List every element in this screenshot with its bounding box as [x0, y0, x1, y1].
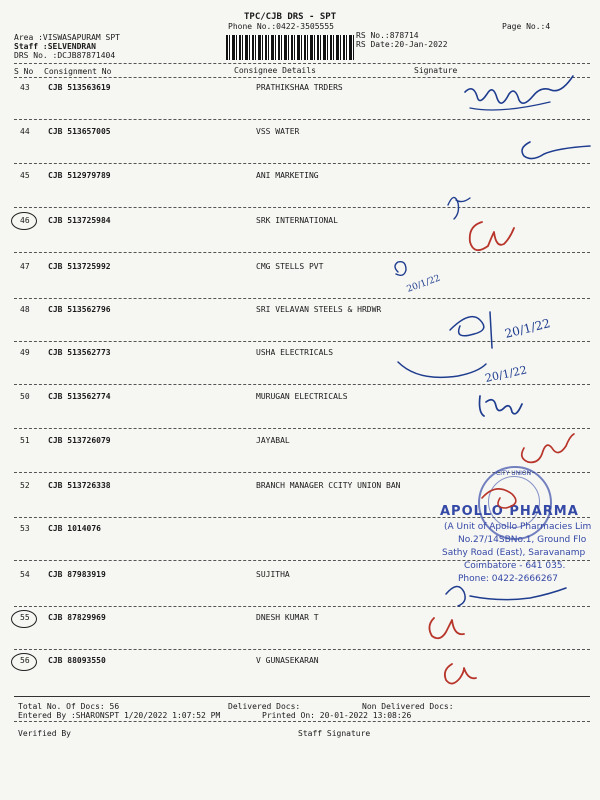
header-divider: [14, 63, 590, 64]
row-consignee: V GUNASEKARAN: [256, 656, 319, 665]
row-sno: 45: [20, 171, 30, 180]
row-consignment: CJB 513657005: [48, 127, 111, 136]
row-consignee: VSS WATER: [256, 127, 300, 136]
document-title: TPC/CJB DRS - SPT: [244, 12, 337, 22]
row-consignee: BRANCH MANAGER CCITY UNION BAN: [256, 481, 401, 490]
table-row: [0, 171, 600, 215]
barcode: [226, 35, 354, 60]
row-consignee: ANI MARKETING: [256, 171, 319, 180]
row-consignee: SRI VELAVAN STEELS & HRDWR: [256, 305, 382, 314]
col-header-consignment: Consignment No: [44, 67, 112, 76]
table-row: [0, 216, 600, 260]
non-delivered-docs: Non Delivered Docs:: [362, 702, 454, 711]
row-sno: 51: [20, 436, 30, 445]
row-divider: [14, 119, 590, 120]
stamp-seal-text: CITY UNION: [496, 470, 532, 477]
row-sno: 54: [20, 570, 30, 579]
row-consignment: CJB 513563619: [48, 83, 111, 92]
page-number: Page No.:4: [502, 22, 551, 31]
column-header-divider: [14, 77, 590, 78]
row-sno: 52: [20, 481, 30, 490]
entered-by: Entered By :SHARONSPT 1/20/2022 1:07:52 PM: [18, 711, 221, 720]
drs-number: DRS No. :DCJB87871404: [14, 51, 116, 60]
table-row: [0, 656, 600, 700]
row-consignee: SRK INTERNATIONAL: [256, 216, 338, 225]
row-consignment: CJB 512979789: [48, 171, 111, 180]
stamp-line-4: Coimbatore - 641 035.: [464, 561, 566, 571]
row-consignee: PRATHIKSHAA TRDERS: [256, 83, 343, 92]
stamp-line-5: Phone: 0422-2666267: [458, 574, 559, 584]
row-consignee: MURUGAN ELECTRICALS: [256, 392, 348, 401]
footer-divider: [14, 696, 590, 697]
col-header-consignee: Consignee Details: [234, 66, 316, 75]
staff-label: Staff :SELVENDRAN: [14, 42, 96, 51]
row-divider: [14, 606, 590, 607]
row-sno: 44: [20, 127, 30, 136]
verified-by: Verified By: [18, 729, 71, 738]
row-consignee: SUJITHA: [256, 570, 290, 579]
col-header-sno: S No: [14, 67, 34, 76]
row-consignee: DNESH KUMAR T: [256, 613, 319, 622]
delivered-docs: Delivered Docs:: [228, 702, 301, 711]
rs-number: RS No.:878714: [356, 31, 419, 40]
row-consignment: CJB 513726079: [48, 436, 111, 445]
stamp-line-1: (A Unit of Apollo Pharmacies Lim: [444, 522, 592, 532]
col-header-signature: Signature: [414, 66, 458, 75]
row-divider: [14, 207, 590, 208]
row-consignment: CJB 1014076: [48, 524, 101, 533]
handwritten-date-48: 20/1/22: [503, 316, 552, 341]
row-consignment: CJB 87829969: [48, 613, 106, 622]
row-sno: 53: [20, 524, 30, 533]
phone-number: Phone No.:0422-3505555: [228, 22, 334, 31]
staff-signature-label: Staff Signature: [298, 729, 371, 738]
row-sno: 46: [20, 216, 30, 225]
row-divider: [14, 163, 590, 164]
row-divider: [14, 341, 590, 342]
company-stamp: [428, 466, 600, 606]
table-row: [0, 127, 600, 171]
table-row: [0, 613, 600, 657]
row-consignment: CJB 87983919: [48, 570, 106, 579]
row-consignment: CJB 513562773: [48, 348, 111, 357]
total-docs: Total No. Of Docs: 56: [18, 702, 120, 711]
row-consignee: USHA ELECTRICALS: [256, 348, 334, 357]
row-consignment: CJB 513726338: [48, 481, 111, 490]
row-consignment: CJB 513562796: [48, 305, 111, 314]
row-consignment: CJB 513725984: [48, 216, 111, 225]
row-sno: 43: [20, 83, 30, 92]
handwritten-date-49: 20/1/22: [483, 363, 529, 385]
row-divider: [14, 252, 590, 253]
row-sno: 48: [20, 305, 30, 314]
table-row: [0, 83, 600, 127]
row-consignment: CJB 513725992: [48, 262, 111, 271]
row-divider: [14, 428, 590, 429]
table-row: [0, 348, 600, 392]
footer-bottom-divider: [14, 721, 590, 722]
stamp-line-3: Sathy Road (East), Saravanamp: [442, 548, 586, 558]
row-sno: 47: [20, 262, 30, 271]
row-divider: [14, 649, 590, 650]
area-label: Area :VISWASAPURAM SPT: [14, 33, 120, 42]
table-row: [0, 305, 600, 349]
rs-date: RS Date:20-Jan-2022: [356, 40, 448, 49]
printed-on: Printed On: 20-01-2022 13:08:26: [262, 711, 412, 720]
row-sno: 56: [20, 656, 30, 665]
stamp-line-2: No.27/14SBNo.1, Ground Flo: [458, 535, 587, 545]
row-sno: 55: [20, 613, 30, 622]
row-sno: 50: [20, 392, 30, 401]
stamp-name: APOLLO PHARMA: [440, 504, 579, 519]
row-sno: 49: [20, 348, 30, 357]
row-consignee: JAYABAL: [256, 436, 290, 445]
handwritten-date-47: 20/1/22: [405, 273, 442, 295]
row-consignee: CMG STELLS PVT: [256, 262, 324, 271]
stamp-seal-inner: [488, 476, 540, 528]
table-row: [0, 392, 600, 436]
row-divider: [14, 384, 590, 385]
row-divider: [14, 298, 590, 299]
row-consignment: CJB 88093550: [48, 656, 106, 665]
table-row: [0, 262, 600, 306]
row-consignment: CJB 513562774: [48, 392, 111, 401]
